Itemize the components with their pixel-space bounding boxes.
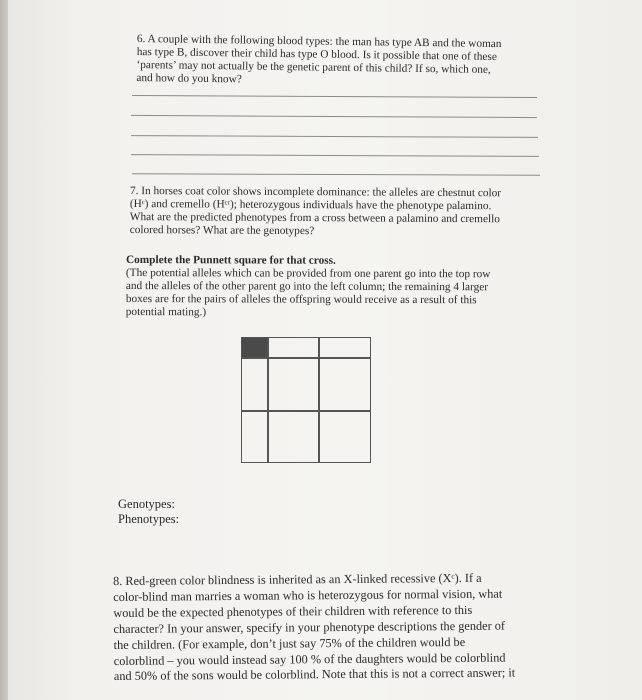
- question-8: [113, 570, 515, 685]
- punnett-left-allele-cell[interactable]: [241, 357, 269, 412]
- question-8-line: colorblind – you would instead say 100 % of the daughters would be colorblind: [113, 650, 506, 668]
- punnett-heading: Complete the Punnett square for that cross.: [125, 254, 336, 267]
- question-7-line: 7. In horses coat color shows incomplete dominance: the alleles are chestnut color: [129, 185, 502, 200]
- question-7-line: (Hᶜ) and cremello (Hᶜʳ); heterozygous individuals have the phenotype palamino.: [129, 197, 492, 213]
- punnett-offspring-cell[interactable]: [318, 357, 371, 412]
- punnett-offspring-cell[interactable]: [267, 357, 320, 412]
- question-7-line: What are the predicted phenotypes from a cross between a palamino and cremello: [129, 210, 500, 226]
- genotypes-label: Genotypes:: [118, 497, 175, 511]
- question-7: [130, 185, 501, 239]
- question-8-line: color-blind man marries a woman who is heterozygous for normal vision, what: [113, 586, 503, 604]
- question-6: [136, 33, 501, 90]
- punnett-instruction-line: and the alleles of the other parent go into the left column; the remaining 4 larger: [125, 279, 489, 294]
- punnett-top-allele-cell[interactable]: [267, 337, 320, 359]
- punnett-offspring-cell[interactable]: [318, 410, 371, 463]
- punnett-square: [241, 337, 371, 463]
- question-6-line: has type B, discover their child has type O blood. Is it possible that one of these: [136, 45, 497, 64]
- punnett-offspring-cell[interactable]: [267, 410, 320, 463]
- question-8-line: 8. Red-green color blindness is inherited as an X-linked recessive (Xᶜ). If a: [113, 570, 482, 588]
- punnett-instruction-line: potential mating.): [125, 305, 207, 319]
- question-8-line: character? In your answer, specify in your phenotype descriptions the gender of: [113, 618, 506, 636]
- question-6-line: ‘parents’ may not actually be the genetic parent of this child? If so, which one,: [136, 58, 491, 76]
- punnett-instruction-line: boxes are for the pairs of alleles the offspring would receive as a result of this: [125, 292, 477, 307]
- question-8-line: the children. (For example, don’t just say 75% of the children would be: [113, 634, 466, 652]
- punnett-left-allele-cell[interactable]: [241, 410, 269, 463]
- paper-edge-shadow: [0, 0, 8, 700]
- question-6-line: 6. A couple with the following blood types: the man has type AB and the woman: [136, 33, 502, 51]
- punnett-top-allele-cell[interactable]: [318, 337, 371, 359]
- question-6-line: and how do you know?: [136, 71, 242, 86]
- phenotypes-label: Phenotypes:: [118, 512, 180, 526]
- punnett-instructions: [126, 254, 491, 320]
- results-labels: [118, 497, 179, 527]
- question-7-line: colored horses? What are the genotypes?: [129, 223, 315, 238]
- punnett-instruction-line: (The potential alleles which can be provided from one parent go into the top row: [125, 266, 491, 281]
- question-8-line: and 50% of the sons would be colorblind. Note that this is not a correct answer; it: [113, 665, 516, 684]
- question-8-line: would be the expected phenotypes of their children with reference to this: [113, 602, 473, 620]
- punnett-corner-cell: [241, 337, 269, 359]
